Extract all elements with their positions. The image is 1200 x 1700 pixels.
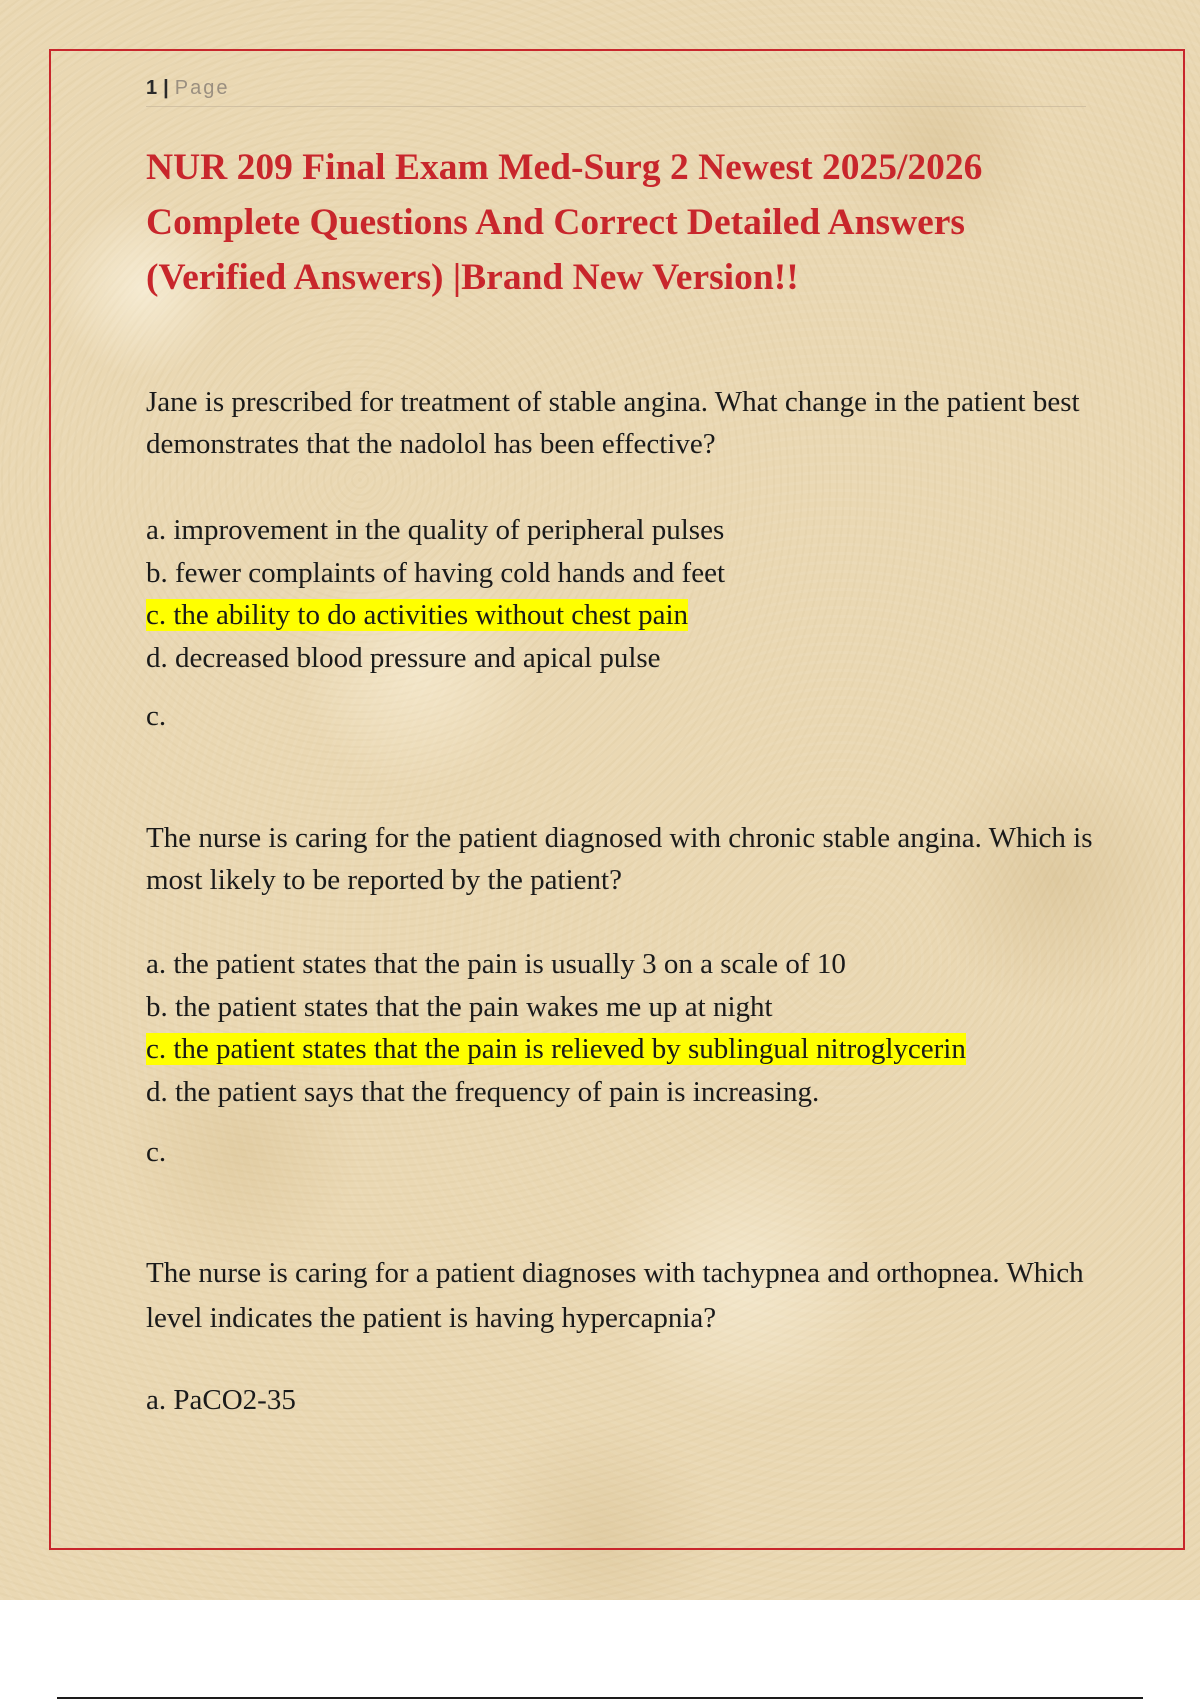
option-list <box>146 1379 1106 1422</box>
option-a: a. the patient states that the pain is usually 3 on a scale of 10 <box>146 948 846 980</box>
answer-key: c. <box>146 1136 167 1168</box>
option-d: d. the patient says that the frequency of pain is increasing. <box>146 1075 820 1108</box>
page-separator: | <box>163 77 171 99</box>
question-text: Jane is prescribed for treatment of stable angina. What change in the patient best demonstrates that the nadolol has been effective? <box>146 386 1080 460</box>
answer-highlight: c. the ability to do activities without chest pain <box>146 599 689 631</box>
question-text: The nurse is caring for a patient diagnoses with tachypnea and orthopnea. Which level indicates the patient is having hypercapnia? <box>146 1257 1084 1334</box>
option-c-correct <box>146 594 1106 637</box>
page-header <box>146 74 1086 107</box>
option-list <box>146 509 1106 679</box>
option-a: a. PaCO2-35 <box>146 1384 296 1416</box>
page-label: Page <box>174 77 230 99</box>
page-number: 1 <box>146 77 160 99</box>
question-3 <box>146 1251 1106 1422</box>
option-list <box>146 943 1106 1113</box>
option-d: d. decreased blood pressure and apical pulse <box>146 641 661 674</box>
document-title: NUR 209 Final Exam Med-Surg 2 Newest 2025/2026 Complete Questions And Correct Detailed Answers (Verified Answers) |Brand New Version!! <box>146 147 983 298</box>
question-2 <box>146 817 1106 1173</box>
answer-key: c. <box>146 700 167 732</box>
option-a: a. improvement in the quality of peripheral pulses <box>146 514 725 546</box>
option-b: b. the patient states that the pain wakes me up at night <box>146 990 773 1023</box>
question-1 <box>146 381 1106 737</box>
answer-highlight: c. the patient states that the pain is relieved by sublingual nitroglycerin <box>146 1033 966 1065</box>
option-c-correct <box>146 1028 1106 1071</box>
footer-rule <box>57 1697 1143 1699</box>
question-text: The nurse is caring for the patient diagnosed with chronic stable angina. Which is most likely to be reported by the patient? <box>146 822 1093 896</box>
option-b: b. fewer complaints of having cold hands and feet <box>146 556 726 589</box>
